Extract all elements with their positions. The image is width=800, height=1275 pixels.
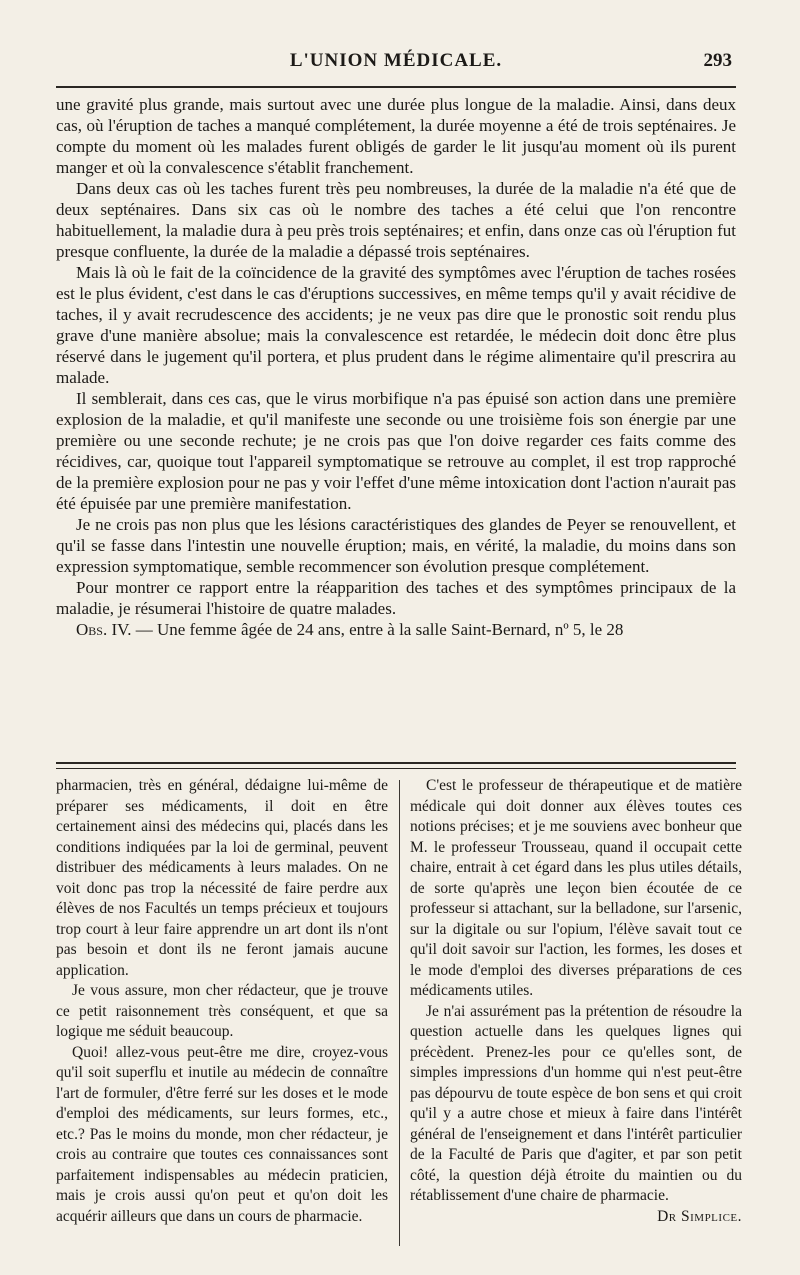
observation-label: Obs. IV. (76, 620, 132, 639)
observation-paragraph (56, 619, 736, 640)
paragraph: Il semblerait, dans ces cas, que le virus morbifique n'a pas épuisé son action dans une première explosion de la maladie, et qu'il manifeste une seconde ou une troisième fois son énergie par une première ou une seconde rechute; je ne crois pas que l'on doive regarder ces faits comme des récidives, car, quoique tout l'appareil symptomatique se retrouve au complet, il est trop rapproché de la première explosion pour ne pas y voir l'effet d'une même intoxication dont l'action n'aurait pas été épuisée par une première manifestation. (56, 389, 736, 513)
column-divider (399, 780, 400, 1246)
paragraph: une gravité plus grande, mais surtout avec une durée plus longue de la maladie. Ainsi, dans deux cas, où l'éruption de taches a manqué complétement, la durée moyenne a été de trois septénaires. Je compte du moment où les malades furent obligés de garder le lit jusqu'au moment où ils purent manger et où la convalescence s'établit franchement. (56, 95, 736, 177)
paragraph: Je n'ai assurément pas la prétention de résoudre la question actuelle dans les quelques lignes qui précèdent. Prenez-les pour ce qu'elles sont, de simples impressions d'un homme qui n'est peut-être pas dépourvu de toute espèce de bon sens et qui croit qu'il y a autre chose et mieux à faire dans l'intérêt général de l'enseignement et dans l'intérêt particulier de la Faculté de Paris que d'agiter, et par son petit côté, la question déjà étroite du maintien ou du rétablissement d'une chaire de pharmacie. (410, 1002, 742, 1204)
left-column (56, 776, 388, 1227)
main-text-block (56, 94, 736, 640)
page-number: 293 (703, 50, 732, 71)
paragraph: Pour montrer ce rapport entre la réapparition des taches et des symptômes principaux de la maladie, je résumerai l'histoire de quatre malades. (56, 578, 736, 618)
paragraph: pharmacien, très en général, dédaigne lui-même de préparer ses médicaments, il doit en être certainement ainsi des médecins qui, placés dans les conditions indiquées par la loi de germinal, peuvent distribuer des médicaments à leurs malades. On ne voit donc pas trop la nécessité de faire perdre aux élèves de nos Facultés un temps précieux et toujours trop court à leur faire apprendre un art dont ils n'ont pas besoin et dont ils ne feront jamais aucune application. (56, 777, 388, 979)
signature-line (410, 1207, 742, 1228)
paragraph: Je ne crois pas non plus que les lésions caractéristiques des glandes de Peyer se renouvellent, et qu'il se fasse dans l'intestin une nouvelle éruption; mais, en vérité, la maladie, du moins dans son expression symptomatique, semble recommencer son évolution presque complétement. (56, 515, 736, 576)
right-column (410, 776, 742, 1227)
paragraph: Mais là où le fait de la coïncidence de la gravité des symptômes avec l'éruption de taches rosées est le plus évident, c'est dans le cas d'éruptions successives, en même temps qu'il y avait récidive de taches, il y avait recrudescence des accidents; je ne veux pas dire que le pronostic soit rendu plus grave d'une manière absolue; mais la convalescence est retardée, le médecin doit donc être plus réservé dans le jugement qu'il portera, et plus prudent dans le régime alimentaire qu'il prescrira au malade. (56, 263, 736, 387)
running-title: L'UNION MÉDICALE. (289, 50, 503, 71)
paragraph: Quoi! allez-vous peut-être me dire, croyez-vous qu'il soit superflu et inutile au médecin de connaître l'art de formuler, d'être ferré sur les doses et le mode d'emploi des médicaments, sur leurs formes, etc., etc.? Pas le moins du monde, mon cher rédacteur, je crois au contraire que toutes ces connaissances sont parfaitement indispensables au médecin praticien, mais je crois aussi qu'on peut et qu'on doit les acquérir ailleurs que dans un cours de pharmacie. (56, 1043, 388, 1225)
header-rule (56, 86, 736, 88)
signature: Dr Simplice. (657, 1207, 742, 1225)
observation-text: — Une femme âgée de 24 ans, entre à la salle Saint-Bernard, nº 5, le 28 (131, 620, 624, 639)
paragraph: C'est le professeur de thérapeutique et de matière médicale qui doit donner aux élèves toutes ces notions précises; et je me souviens avec bonheur que M. le professeur Trousseau, quand il occupait cette chaire, entrait à cet égard dans les plus utiles détails, de sorte qu'après une leçon bien écoutée de ce professeur si attachant, sur la belladone, sur l'arsenic, sur la digitale ou sur l'opium, l'élève savait tout ce qu'il doit savoir sur l'action, les formes, les doses et le mode d'emploi des diverses préparations de ces médicaments utiles. (410, 777, 742, 999)
page-header (56, 50, 736, 80)
feuilleton-rule (56, 762, 736, 769)
paragraph: Je vous assure, mon cher rédacteur, que je trouve ce petit raisonnement très conséquent, et que sa logique me séduit beaucoup. (56, 982, 388, 1040)
paragraph: Dans deux cas où les taches furent très peu nombreuses, la durée de la maladie n'a été que de deux septénaires. Dans six cas où le nombre des taches a été celui que l'on rencontre habituellement, la maladie dura à peu près trois septénaires; et enfin, dans onze cas où l'éruption fut presque confluente, la durée de la maladie a dépassé trois septénaires. (56, 179, 736, 261)
